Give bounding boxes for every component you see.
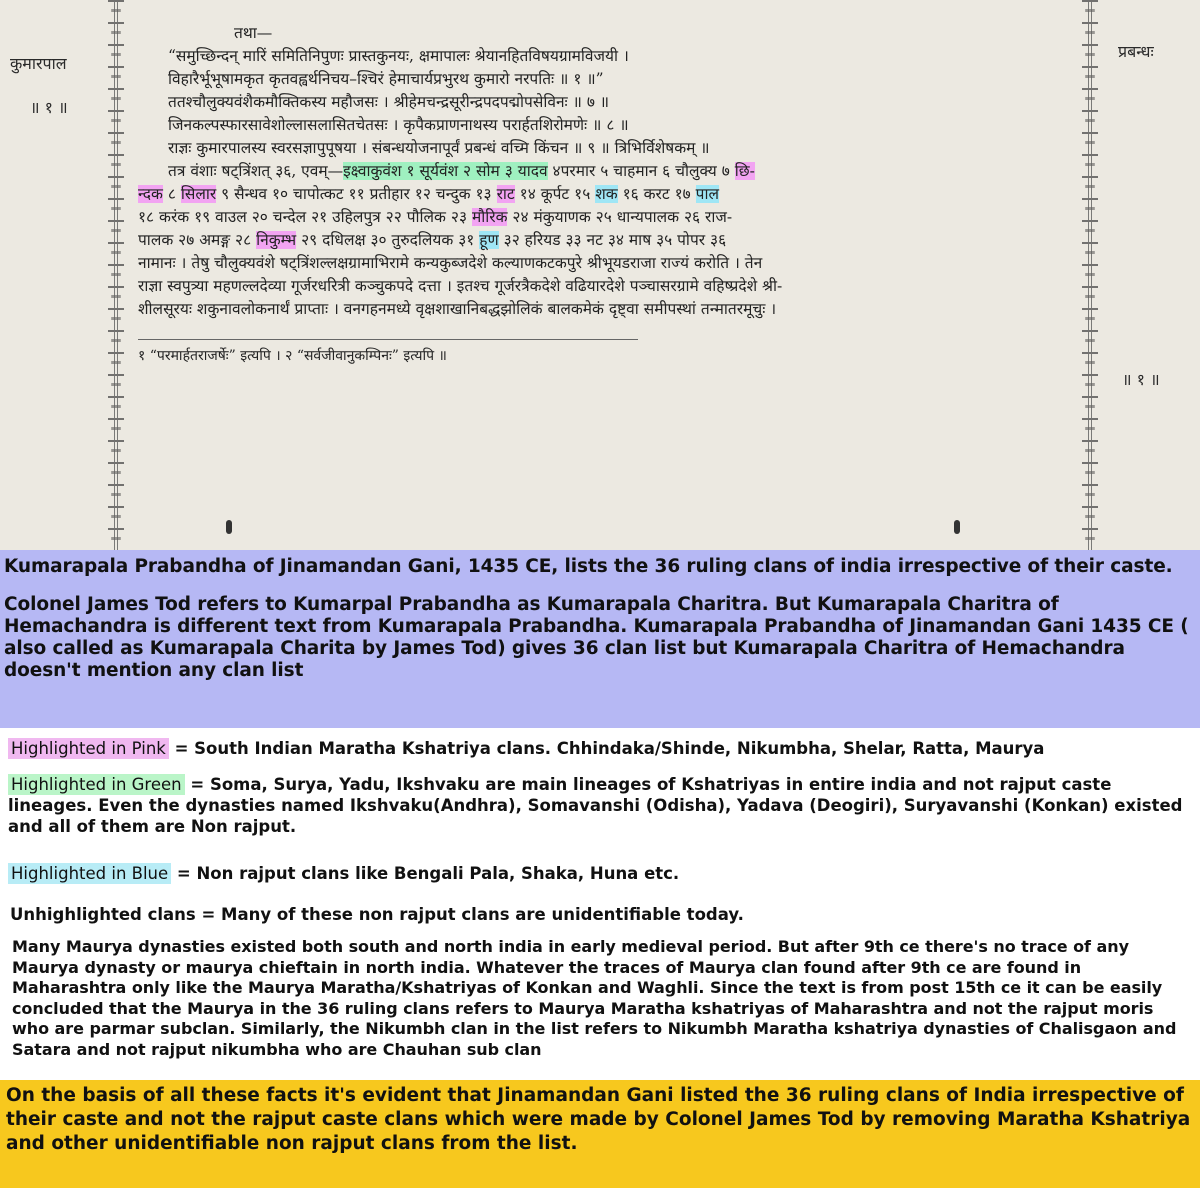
right-margin-title: प्रबन्धः — [1118, 42, 1154, 61]
green-tag: Highlighted in Green — [8, 774, 185, 795]
maurya-note: Many Maurya dynasties existed both south and north india in early medieval period. But after 9th ce there's no trace of any Maurya dynasty or maurya chieftain in north india. Whatever the traces of Maurya clan found after 9th ce are found in Maharashtra only like the Maurya Maratha/Kshatriyas of Konkan and Waghli. Since the text is from post 15th ce it can be easily concluded that the Maurya in the 36 ruling clans refers to Maurya Maratha kshatriyas of Maharashtra and not the rajput moris who are parmar subclan. Similarly, the Nikumbh clan in the list refers to Nikumbh Maratha kshatriya dynasties of Chalisgaon and Satara and not rajput nikumbha who are Chauhan sub clan — [12, 937, 1177, 1059]
verse-line: विहारैर्भूभूषामकृत कृतवह्वर्थनिचय–श्चिरं हेमाचार्यप्रभुरथ कुमारो नरपतिः ॥ १ ॥” — [168, 70, 604, 88]
clan-pink-highlight: न्दक — [138, 185, 163, 203]
clan-blue-highlight: शक — [595, 185, 618, 203]
unhighlighted-note: Unhighlighted clans = Many of these non rajput clans are unidentifiable today. — [10, 905, 744, 924]
prose-line: नामानः । तेषु चौलुक्यवंशे षट्त्रिंशल्लक्षग्रामाभिरामे कन्यकुब्जदेशे कल्याणकटकपुरे श्रीभूयडराजा राज्यं करोति । तेन — [138, 254, 763, 272]
legend-description: = South Indian Maratha Kshatriya clans. Chhindaka/Shinde, Nikumbha, Shelar, Ratta, Maurya — [168, 739, 1045, 758]
clan-text: ४परमार ५ चाहमान ६ चौलुक्य ७ — [547, 162, 735, 180]
intro-panel — [0, 550, 1200, 728]
clan-pink-highlight: मौरिक — [471, 208, 508, 226]
clan-pink-highlight: छि- — [734, 162, 755, 180]
scan-smudge — [226, 520, 232, 534]
prose-line: शीलसूरयः शकुनावलोकनार्थं प्राप्ताः । वनगहनमध्ये वृक्षशाखानिबद्धझोलिकं बालकमेकं दृष्ट्वा समीपस्थां तन्मातरमूचुः । — [138, 300, 777, 318]
blue-tag: Highlighted in Blue — [8, 863, 171, 884]
verse-line: राज्ञः कुमारपालस्य स्वरसज्ञापुपूषया । संबन्धयोजनापूर्वं प्रबन्धं वच्मि किंचन ॥ ९ ॥ त्रिभिर्विशेषकम् ॥ — [168, 139, 710, 157]
clan-list-line — [138, 229, 1078, 252]
verse-line: ततश्चौलुक्यवंशैकमौक्तिकस्य महौजसः । श्रीहेमचन्द्रसूरीन्द्रपदपद्मोपसेविनः ॥ ७ ॥ — [168, 93, 610, 111]
clan-text: १६ करट १७ — [617, 185, 696, 203]
clan-pink-highlight: सिलार — [180, 185, 217, 203]
clan-text: ८ — [162, 185, 181, 203]
scan-heading: तथा— — [234, 24, 273, 42]
clan-text: पालक २७ अमङ्ग २८ — [138, 231, 257, 249]
legend-green — [8, 774, 1188, 837]
footnote: १ “परमार्हतराजर्षेः” इत्यपि । २ “सर्वजीवानुकम्पिनः” इत्यपि ॥ — [138, 339, 638, 365]
prose-line: राज्ञा स्वपुत्र्या महणल्लदेव्या गूर्जरधरित्री कञ्चुकपदे दत्ता । इतश्च गूर्जरत्रैकदेशे वढियारदेशे पञ्चासरग्रामे वहिष्प्रदेशे श्री- — [138, 277, 783, 295]
clan-text: २९ दधिलक्ष ३० तुरुदलियक ३१ — [296, 231, 480, 249]
clan-pink-highlight: राट — [496, 185, 515, 203]
left-margin-mark: ॥ १ ॥ — [30, 98, 68, 117]
clan-green-highlight: इक्ष्वाकुवंश १ सूर्यवंश २ सोम ३ यादव — [343, 162, 548, 180]
legend-blue — [8, 863, 1188, 884]
clan-blue-highlight: पाल — [695, 185, 719, 203]
verse-line: जिनकल्पस्फारसावेशोल्लासलासितचेतसः । कृपैकप्राणनाथस्य परार्हतशिरोमणेः ॥ ८ ॥ — [168, 116, 629, 134]
clan-text: १८ करंक १९ वाउल २० चन्देल २१ उहिलपुत्र २२ पौलिक २३ — [138, 208, 472, 226]
sanskrit-text — [138, 22, 1078, 365]
clan-pink-highlight: निकुम्भ — [256, 231, 297, 249]
clan-text: ३२ हरियड ३३ नट ३४ माष ३५ पोपर ३६ — [498, 231, 727, 249]
legend-description: = Soma, Surya, Yadu, Ikshvaku are main lineages of Kshatriyas in entire india and not rajput caste lineages. Even the dynasties named Ikshvaku(Andhra), Somavanshi (Odisha), Yadava (Deogiri), Suryavanshi (Konkan) existed and all of them are Non rajput. — [8, 775, 1183, 836]
clan-list-line — [138, 206, 1078, 229]
clan-blue-highlight: हूण — [479, 231, 499, 249]
right-margin-mark: ॥ १ ॥ — [1122, 370, 1160, 389]
clan-text: १४ कूर्पट १५ — [514, 185, 596, 203]
conclusion-panel — [0, 1080, 1200, 1188]
intro-paragraph: Kumarapala Prabandha of Jinamandan Gani, 1435 CE, lists the 36 ruling clans of india irrespective of their caste. — [4, 556, 1173, 577]
legend-description: = Non rajput clans like Bengali Pala, Shaka, Huna etc. — [171, 864, 680, 883]
clan-list-line — [138, 160, 1078, 183]
left-margin-title: कुमारपाल — [10, 54, 67, 73]
scanned-page — [0, 0, 1200, 550]
right-ornamental-border — [1082, 0, 1098, 550]
clan-text: तत्र वंशाः षट्त्रिंशत् ३६, एवम्— — [168, 162, 344, 180]
scan-smudge — [954, 520, 960, 534]
left-ornamental-border — [108, 0, 124, 550]
legend-pink — [8, 738, 1188, 759]
clan-text: २४ मंकुयाणक २५ धान्यपालक २६ राज- — [507, 208, 733, 226]
verse-line: “समुच्छिन्दन् मारिं समितिनिपुणः प्रास्तकुनयः, क्षमापालः श्रेयानहितविषयग्रामविजयी । — [168, 47, 629, 65]
clan-text: ९ सैन्धव १० चापोत्कट ११ प्रतीहार १२ चन्दुक १३ — [216, 185, 497, 203]
conclusion-text: On the basis of all these facts it's evident that Jinamandan Gani listed the 36 ruling clans of India irrespective of their caste and not the rajput caste clans which were made by Colonel James Tod by removing Maratha Kshatriya and other unidentifiable non rajput clans from the list. — [6, 1085, 1191, 1154]
intro-paragraph: Colonel James Tod refers to Kumarpal Prabandha as Kumarapala Charitra. But Kumarapala Charitra of Hemachandra is different text from Kumarapala Prabandha. Kumarapala Prabandha of Jinamandan Gani 1435 CE ( also called as Kumarapala Charita by James Tod) gives 36 clan list but Kumarapala Charitra of Hemachandra doesn't mention any clan list — [4, 594, 1189, 681]
clan-list-line — [138, 183, 1078, 206]
pink-tag: Highlighted in Pink — [8, 738, 169, 759]
